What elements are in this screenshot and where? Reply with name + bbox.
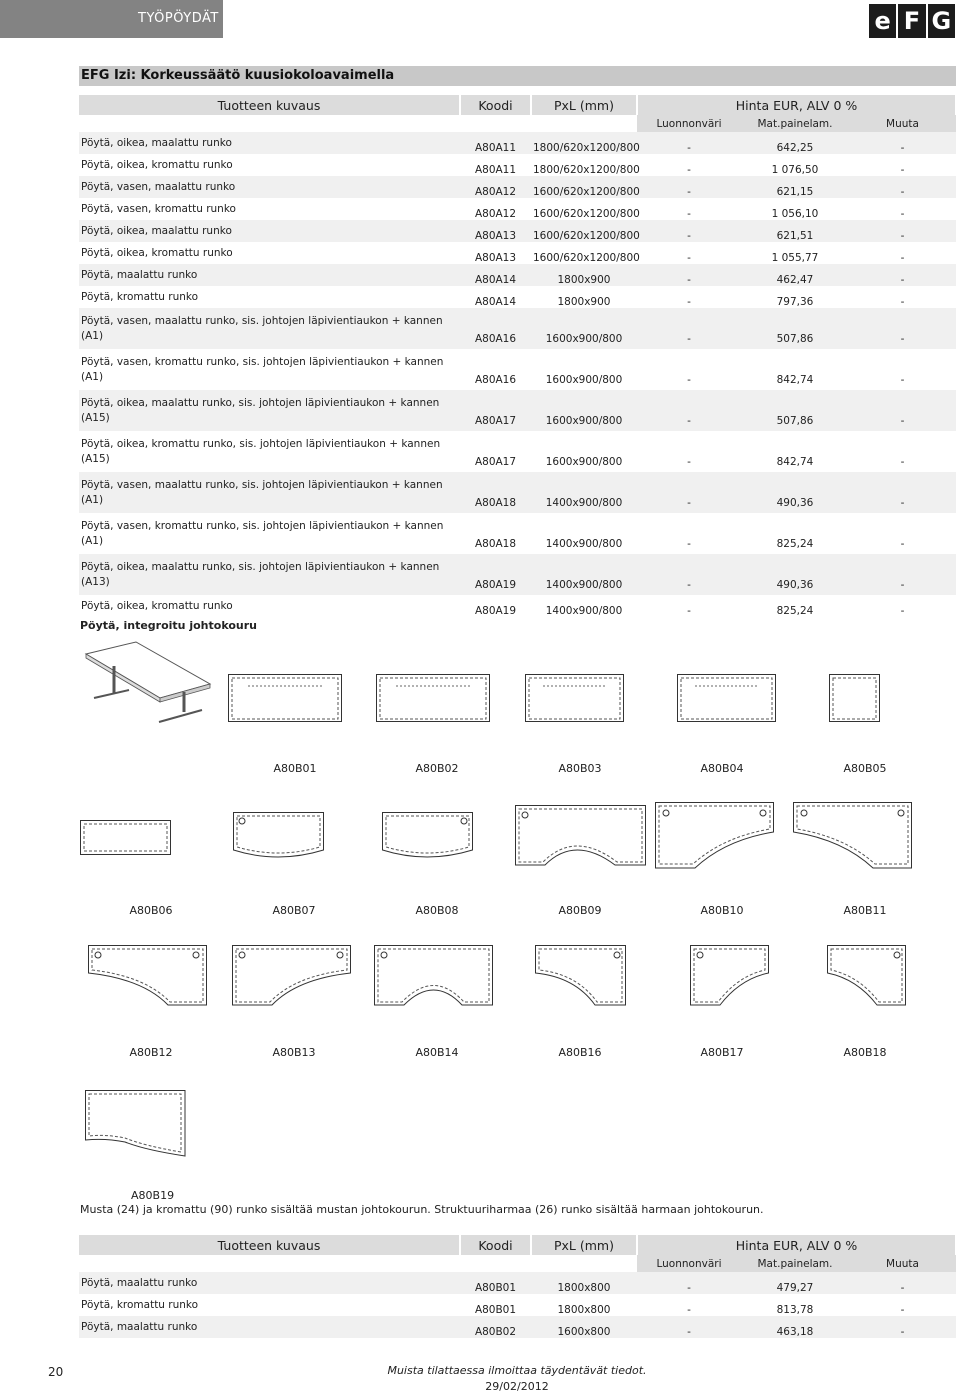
subheader-other: Muuta (849, 115, 956, 132)
row-price-laminate: 479,27 (741, 1272, 849, 1294)
subsection-title: Pöytä, integroitu johtokouru (80, 619, 257, 632)
row-price-natural: - (687, 374, 691, 386)
row-price-laminate: 507,86 (741, 308, 849, 349)
row-size: 1600x900/800 (531, 308, 637, 349)
row-description: Pöytä, oikea, maalattu runko, sis. johtojen läpivientiaukon + kannen (A15) (79, 390, 460, 431)
row-code: A80A14 (460, 264, 531, 286)
shape-code: A80B04 (700, 762, 744, 775)
row-description: Pöytä, maalattu runko (79, 264, 460, 286)
logo-letter: F (898, 4, 925, 38)
table-header-row (79, 1235, 956, 1255)
row-description: Pöytä, oikea, maalattu runko (79, 220, 460, 242)
row-price-laminate: 463,18 (741, 1316, 849, 1338)
page-number: 20 (48, 1365, 64, 1379)
row-price-natural: - (637, 554, 741, 595)
row-code: A80A11 (460, 132, 531, 154)
row-price-natural: - (687, 605, 691, 617)
header-code: Koodi (460, 1235, 531, 1255)
row-code: A80A11 (474, 164, 517, 176)
row-price-laminate: 621,15 (741, 176, 849, 198)
row-price-laminate: 825,24 (776, 538, 814, 550)
row-price-natural: - (637, 264, 741, 286)
row-price-laminate: 797,36 (776, 296, 814, 308)
shape-code: A80B07 (272, 904, 316, 917)
shape-code: A80B14 (415, 1046, 459, 1059)
row-size: 1600/620x1200/800 (531, 176, 637, 198)
row-price-natural: - (637, 132, 741, 154)
row-price-other: - (849, 264, 956, 286)
desk-illustration (84, 640, 214, 725)
shape-code: A80B12 (129, 1046, 173, 1059)
row-price-other: - (900, 208, 905, 220)
row-code: A80B01 (474, 1304, 517, 1316)
shape-a80b03 (525, 674, 625, 724)
shape-code: A80B06 (129, 904, 173, 917)
row-description: Pöytä, oikea, kromattu runko (81, 158, 233, 171)
table-row (79, 1272, 956, 1294)
row-price-other: - (849, 472, 956, 513)
row-code: A80A19 (474, 605, 517, 617)
row-price-laminate: 842,74 (776, 374, 814, 386)
table-row (79, 431, 956, 472)
shape-code: A80B19 (131, 1189, 175, 1202)
subheader-natural: Luonnonväri (637, 1255, 741, 1272)
row-price-natural: - (687, 164, 691, 176)
shape-code: A80B17 (700, 1046, 744, 1059)
shape-code: A80B02 (415, 762, 459, 775)
row-price-other: - (900, 296, 905, 308)
shape-a80b02 (376, 674, 491, 724)
shape-a80b18 (827, 945, 907, 1007)
row-price-natural: - (687, 538, 691, 550)
row-price-laminate: 490,36 (741, 472, 849, 513)
row-price-other: - (849, 554, 956, 595)
row-size: 1600/620x1200/800 (533, 208, 640, 220)
efg-logo (869, 4, 955, 38)
row-size: 1400x900/800 (545, 605, 623, 617)
row-description: Pöytä, vasen, kromattu runko, sis. johtojen läpivientiaukon + kannen (A1) (81, 519, 444, 547)
table-row (79, 595, 956, 617)
row-size: 1600x800 (531, 1316, 637, 1338)
row-description: Pöytä, maalattu runko (79, 1316, 460, 1338)
row-price-other: - (900, 374, 905, 386)
table-header-row (79, 95, 956, 115)
row-price-laminate: 490,36 (741, 554, 849, 595)
table-row (79, 472, 956, 513)
table-row (79, 198, 956, 220)
logo-letter: G (928, 4, 955, 38)
shape-code: A80B16 (558, 1046, 602, 1059)
row-price-other: - (900, 164, 905, 176)
row-price-laminate: 825,24 (776, 605, 814, 617)
row-size: 1400x900/800 (531, 472, 637, 513)
row-code: A80A18 (474, 538, 517, 550)
row-description: Pöytä, oikea, kromattu runko, sis. johtojen läpivientiaukon + kannen (A15) (81, 437, 441, 465)
row-size: 1600x900/800 (545, 456, 623, 468)
shape-code: A80B11 (843, 904, 887, 917)
row-price-natural: - (687, 296, 691, 308)
shape-code: A80B05 (843, 762, 887, 775)
row-size: 1800x900 (531, 264, 637, 286)
row-description: Pöytä, vasen, maalattu runko, sis. johtojen läpivientiaukon + kannen (A1) (79, 472, 460, 513)
row-price-laminate: 462,47 (741, 264, 849, 286)
row-size: 1600/620x1200/800 (531, 220, 637, 242)
price-table-1 (79, 95, 957, 617)
shape-a80b04 (677, 674, 777, 724)
price-table-2 (79, 1235, 957, 1338)
frame-note: Musta (24) ja kromattu (90) runko sisältää mustan johtokourun. Struktuuriharmaa (26) runko sisältää harmaan johtokourun. (80, 1203, 764, 1216)
row-size: 1400x900/800 (531, 554, 637, 595)
row-price-natural: - (637, 390, 741, 431)
row-price-other: - (900, 605, 905, 617)
row-code: A80A19 (460, 554, 531, 595)
table-subheader-row (79, 1255, 956, 1272)
row-price-natural: - (687, 208, 691, 220)
subheader-other: Muuta (849, 1255, 956, 1272)
shape-code: A80B08 (415, 904, 459, 917)
row-price-natural: - (637, 220, 741, 242)
row-price-natural: - (637, 1272, 741, 1294)
row-size: 1600/620x1200/800 (533, 252, 640, 264)
row-price-other: - (900, 538, 905, 550)
table-subheader-row (79, 115, 956, 132)
header-desc: Tuotteen kuvaus (79, 1235, 460, 1255)
row-code: A80A14 (474, 296, 517, 308)
row-price-other: - (849, 220, 956, 242)
row-price-laminate: 842,74 (776, 456, 814, 468)
row-description: Pöytä, oikea, kromattu runko (81, 599, 233, 612)
row-size: 1800x800 (531, 1272, 637, 1294)
row-price-other: - (849, 308, 956, 349)
row-price-laminate: 642,25 (741, 132, 849, 154)
table-row (79, 132, 956, 154)
row-size: 1800/620x1200/800 (531, 132, 637, 154)
row-price-natural: - (637, 1316, 741, 1338)
shape-code: A80B18 (843, 1046, 887, 1059)
table-row (79, 513, 956, 554)
row-code: A80B02 (460, 1316, 531, 1338)
row-size: 1800/620x1200/800 (533, 164, 640, 176)
row-price-laminate: 507,86 (741, 390, 849, 431)
row-code: A80A13 (460, 220, 531, 242)
row-code: A80A17 (474, 456, 517, 468)
table-row (79, 390, 956, 431)
row-price-natural: - (637, 176, 741, 198)
row-price-laminate: 813,78 (776, 1304, 814, 1316)
header-price: Hinta EUR, ALV 0 % (637, 1235, 956, 1255)
header-price: Hinta EUR, ALV 0 % (637, 95, 956, 115)
row-size: 1600x900/800 (545, 374, 623, 386)
row-description: Pöytä, vasen, maalattu runko (79, 176, 460, 198)
header-code: Koodi (460, 95, 531, 115)
header-desc: Tuotteen kuvaus (79, 95, 460, 115)
shape-a80b01 (228, 674, 343, 724)
shape-a80b13 (232, 945, 352, 1007)
row-size: 1800x900 (557, 296, 611, 308)
row-price-other: - (849, 1316, 956, 1338)
row-code: A80A12 (474, 208, 517, 220)
row-code: A80A16 (474, 374, 517, 386)
row-code: A80A13 (474, 252, 517, 264)
row-size: 1400x900/800 (545, 538, 623, 550)
shape-code: A80B09 (558, 904, 602, 917)
row-price-natural: - (637, 308, 741, 349)
table-row (79, 349, 956, 390)
row-price-other: - (849, 1272, 956, 1294)
shape-code: A80B03 (558, 762, 602, 775)
row-price-other: - (900, 252, 905, 264)
shape-a80b08 (382, 812, 474, 862)
subheader-laminate: Mat.painelam. (741, 1255, 849, 1272)
header-size: PxL (mm) (531, 95, 637, 115)
table-row (79, 176, 956, 198)
shape-a80b17 (690, 945, 770, 1007)
shape-a80b05 (829, 674, 881, 724)
row-price-laminate: 1 076,50 (771, 164, 819, 176)
section-tab-label: TYÖPÖYDÄT (138, 11, 219, 26)
row-price-other: - (900, 1304, 905, 1316)
row-description: Pöytä, oikea, maalattu runko (79, 132, 460, 154)
row-size: 1600x900/800 (531, 390, 637, 431)
shape-a80b07 (233, 812, 325, 862)
shape-a80b09 (515, 805, 647, 867)
subheader-natural: Luonnonväri (637, 115, 741, 132)
footer-note: Muista tilattaessa ilmoittaa täydentävät tiedot. (387, 1364, 647, 1377)
logo-letter: e (869, 4, 896, 38)
row-price-other: - (900, 456, 905, 468)
row-code: A80A17 (460, 390, 531, 431)
footer-date: 29/02/2012 (485, 1380, 549, 1393)
header-size: PxL (mm) (531, 1235, 637, 1255)
subheader-laminate: Mat.painelam. (741, 115, 849, 132)
table-row (79, 286, 956, 308)
row-code: A80A18 (460, 472, 531, 513)
row-description: Pöytä, oikea, kromattu runko (81, 246, 233, 259)
shape-code: A80B01 (273, 762, 317, 775)
row-price-laminate: 1 056,10 (771, 208, 819, 220)
shape-a80b06 (80, 820, 172, 856)
row-description: Pöytä, kromattu runko (81, 290, 199, 303)
row-price-natural: - (687, 252, 691, 264)
table-row (79, 242, 956, 264)
row-price-natural: - (637, 472, 741, 513)
row-price-natural: - (687, 456, 691, 468)
table-row (79, 308, 956, 349)
row-code: A80A12 (460, 176, 531, 198)
shape-code: A80B13 (272, 1046, 316, 1059)
table-row (79, 554, 956, 595)
row-description: Pöytä, maalattu runko (79, 1272, 460, 1294)
shape-a80b10 (655, 802, 775, 870)
row-price-natural: - (687, 1304, 691, 1316)
row-description: Pöytä, vasen, maalattu runko, sis. johtojen läpivientiaukon + kannen (A1) (79, 308, 460, 349)
row-description: Pöytä, vasen, kromattu runko (81, 202, 236, 215)
row-price-laminate: 621,51 (741, 220, 849, 242)
table-row (79, 264, 956, 286)
shape-a80b11 (793, 802, 913, 870)
shape-code: A80B10 (700, 904, 744, 917)
section-tab (0, 0, 223, 38)
table-row (79, 1316, 956, 1338)
table-row (79, 220, 956, 242)
section-title: EFG Izi: Korkeussäätö kuusiokoloavaimella (79, 66, 956, 86)
shape-a80b19 (85, 1090, 187, 1158)
row-description: Pöytä, oikea, maalattu runko, sis. johtojen läpivientiaukon + kannen (A13) (79, 554, 460, 595)
row-description: Pöytä, kromattu runko (81, 1298, 199, 1311)
row-size: 1800x800 (557, 1304, 611, 1316)
shape-a80b12 (88, 945, 208, 1007)
shape-a80b14 (374, 945, 494, 1007)
table-row (79, 1294, 956, 1316)
shape-a80b16 (535, 945, 627, 1007)
row-price-other: - (849, 132, 956, 154)
table-row (79, 154, 956, 176)
row-code: A80A16 (460, 308, 531, 349)
row-code: A80B01 (460, 1272, 531, 1294)
row-price-other: - (849, 176, 956, 198)
row-description: Pöytä, vasen, kromattu runko, sis. johtojen läpivientiaukon + kannen (A1) (81, 355, 444, 383)
row-price-laminate: 1 055,77 (771, 252, 819, 264)
row-price-other: - (849, 390, 956, 431)
